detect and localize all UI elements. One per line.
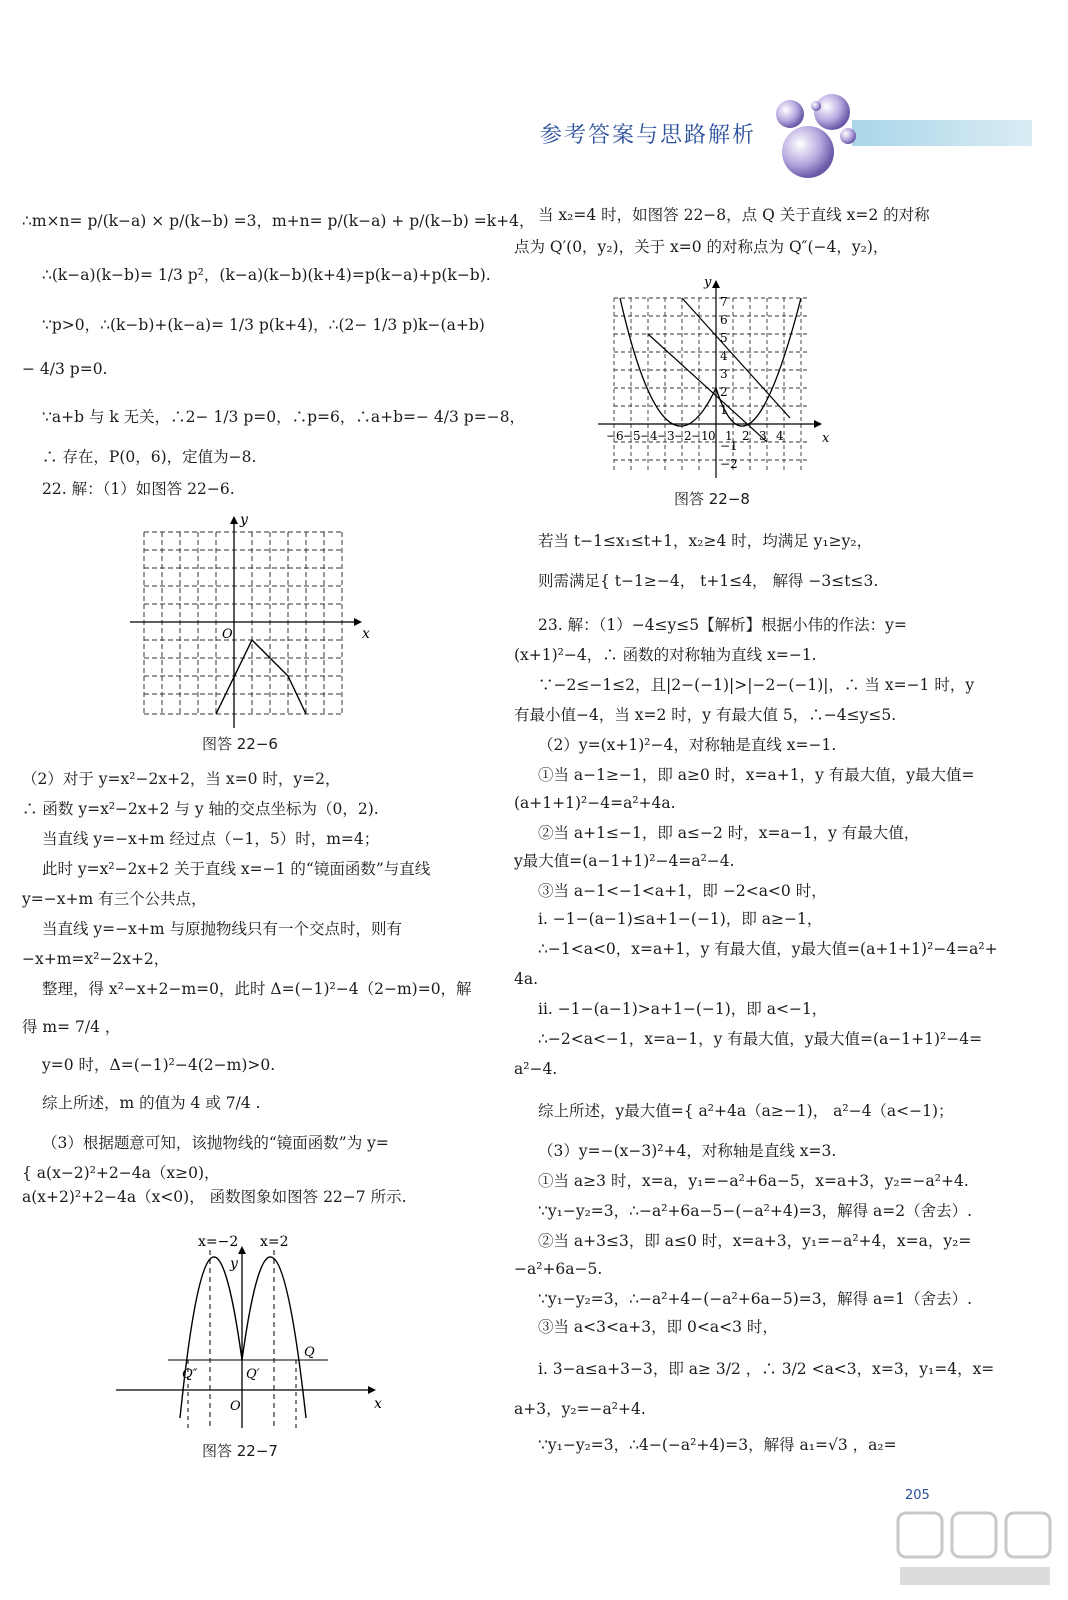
figure-caption: 图答 22−8 [674,490,750,508]
text-line: 23. 解：（1）−4≤y≤5【解析】根据小伟的作法：y= [538,616,907,634]
fig2-point-label: Q [304,1345,315,1360]
text-line: ∵p>0，∴(k−b)+(k−a)= 1/3 p(k+4)，∴(2− 1/3 p)k−(a+b) [42,316,485,334]
text-line: ∵−2≤−1≤2，且|2−(−1)|>|−2−(−1)|，∴ 当 x=−1 时，y [538,676,975,694]
text-line: （3）y=−(x−3)²+4，对称轴是直线 x=3. [538,1142,837,1160]
text-line: 则需满足{ t−1≥−4， t+1≤4， 解得 −3≤t≤3. [538,572,879,590]
fig3-x-tick-label: 4 [776,429,784,443]
fig3-y-label: y [704,275,712,290]
text-line: ∵y₁−y₂=3，∴4−(−a²+4)=3，解得 a₁=√3 ，a₂= [538,1436,897,1454]
fig3-x-tick-label: −5 [623,429,641,443]
fig3-x-label: x [822,431,830,446]
fig2-origin-label: O [230,1399,241,1414]
text-line: a²−4. [514,1060,558,1078]
fig3-y-tick-label: 3 [720,367,728,381]
text-line: ∵y₁−y₂=3，∴−a²+6a−5−(−a²+4)=3，解得 a=2（舍去）. [538,1202,973,1220]
fig3-y-tick-label: 1 [720,403,728,417]
text-line: ∵y₁−y₂=3，∴−a²+4−(−a²+6a−5)=3，解得 a=1（舍去）. [538,1290,973,1308]
figure-caption: 图答 22−7 [202,1442,278,1460]
watermark-logo [890,1505,1060,1593]
text-line: ∴(k−a)(k−b)= 1/3 p²，(k−a)(k−b)(k+4)=p(k−a)+p(k−b). [42,266,491,284]
fig1-origin-label: O [222,627,233,642]
text-line: (x+1)²−4，∴ 函数的对称轴为直线 x=−1. [514,646,817,664]
text-line: ∴m×n= p/(k−a) × p/(k−b) =3，m+n= p/(k−a) + p/(k−b) =k+4， [22,212,535,230]
fig3-x-tick-label: 2 [742,429,750,443]
figure-caption: 图答 22−6 [202,735,278,753]
fig3-x-tick-label: 1 [725,429,733,443]
text-line: − 4/3 p=0. [22,360,108,378]
text-line: （2）对于 y=x²−2x+2，当 x=0 时，y=2， [22,770,341,788]
fig2-line-label: x=−2 [198,1234,239,1250]
text-line: ∴ 函数 y=x²−2x+2 与 y 轴的交点坐标为（0，2). [22,800,379,818]
text-line: 得 m= 7/4 ， [22,1018,121,1036]
fig3-y-tick-label: 7 [720,295,728,309]
text-line: 22. 解：（1）如图答 22−6. [42,480,235,498]
fig3-x-tick-label: −1 [691,429,709,443]
text-line: 综上所述，y最大值={ a²+4a（a≥−1)， a²−4（a<−1)； [538,1102,954,1120]
text-line: （3）根据题意可知，该抛物线的“镜面函数”为 y= [42,1134,389,1152]
text-line: 4a. [514,970,539,988]
fig3-y-tick-label: 4 [720,349,728,363]
text-line: ⅰ. 3−a≤a+3−3，即 a≥ 3/2 ，∴ 3/2 <a<3，x=3，y₁=4，x= [538,1360,995,1378]
text-line: 综上所述，m 的值为 4 或 7/4 . [42,1094,261,1112]
text-line: ①当 a−1≥−1，即 a≥0 时，x=a+1，y 有最大值，y最大值= [538,766,975,784]
fig2-line-label: x=2 [260,1234,289,1250]
text-line: ∴−2<a<−1，x=a−1，y 有最大值，y最大值=(a−1+1)²−4= [538,1030,983,1048]
fig3-y-tick-label: 6 [720,313,728,327]
text-line: ∴ 存在，P(0，6)，定值为−8. [42,448,257,466]
fig1-y-label: y [240,512,248,528]
fig2-x-label: x [374,1396,382,1412]
text-line: ②当 a+3≤3，即 a≤0 时，x=a+3，y₁=−a²+4，x=a，y₂= [538,1232,972,1250]
fig1-x-label: x [362,626,370,642]
fig2-point-label: Q″ [182,1367,198,1382]
fig2-y-label: y [230,1256,238,1272]
text-line: 整理，得 x²−x+2−m=0，此时 Δ=(−1)²−4（2−m)=0，解 [42,980,472,998]
fig2-point-label: Q′ [246,1367,260,1382]
text-line: 此时 y=x²−2x+2 关于直线 x=−1 的“镜面函数”与直线 [42,860,431,878]
page-header-title: 参考答案与思路解析 [540,123,757,148]
text-line: 当直线 y=−x+m 经过点（−1，5）时，m=4； [42,830,380,848]
text-line: （2）y=(x+1)²−4，对称轴是直线 x=−1. [538,736,837,754]
fig3-x-tick-label: −4 [640,429,658,443]
text-line: 有最小值−4，当 x=2 时，y 有最大值 5，∴−4≤y≤5. [514,706,897,724]
text-line: 若当 t−1≤x₁≤t+1，x₂≥4 时，均满足 y₁≥y₂， [538,532,873,550]
text-line: ③当 a−1<−1<a+1，即 −2<a<0 时， [538,882,827,900]
text-line: ∴−1<a<0，x=a+1，y 有最大值，y最大值=(a+1+1)²−4=a²+ [538,940,998,958]
fig3-x-tick-label: 0 [708,429,716,443]
text-line: y=−x+m 有三个公共点， [22,890,207,908]
text-line: ②当 a+1≤−1，即 a≤−2 时，x=a−1，y 有最大值， [538,824,920,842]
text-line: y=0 时，Δ=(−1)²−4(2−m)>0. [42,1056,276,1074]
text-line: y最大值=(a−1+1)²−4=a²−4. [514,852,735,870]
text-line: −a²+6a−5. [514,1260,603,1278]
figure-22-6 [122,510,382,730]
text-line: ①当 a≥3 时，x=a，y₁=−a²+6a−5，x=a+3，y₂=−a²+4. [538,1172,969,1190]
text-line: ⅱ. −1−(a−1)>a+1−(−1)，即 a<−1， [538,1000,828,1018]
figure-22-8 [594,272,854,482]
text-line: { a(x−2)²+2−4a（x≥0)， [22,1164,220,1182]
text-line: −x+m=x²−2x+2， [22,950,170,968]
text-line: 当直线 y=−x+m 与原抛物线只有一个交点时，则有 [42,920,403,938]
fig3-y-tick-label: −1 [720,439,738,453]
text-line: a+3，y₂=−a²+4. [514,1400,646,1418]
text-line: ③当 a<3<a+3，即 0<a<3 时， [538,1318,778,1336]
fig3-y-tick-label: 5 [720,331,728,345]
fig3-x-tick-label: −2 [674,429,692,443]
text-line: 当 x₂=4 时，如图答 22−8，点 Q 关于直线 x=2 的对称 [538,206,930,224]
text-line: a(x+2)²+2−4a（x<0)， 函数图象如图答 22−7 所示. [22,1188,407,1206]
header-bubbles-decoration [760,92,1050,192]
fig3-x-tick-label: −3 [657,429,675,443]
fig3-x-tick-label: 3 [759,429,767,443]
text-line: ∵a+b 与 k 无关，∴2− 1/3 p=0，∴p=6，∴a+b=− 4/3 p=−8， [42,408,526,426]
page-number: 205 [905,1488,930,1503]
text-line: ⅰ. −1−(a−1)≤a+1−(−1)，即 a≥−1， [538,910,823,928]
fig3-x-tick-label: −6 [606,429,624,443]
text-line: 点为 Q′(0，y₂)，关于 x=0 的对称点为 Q″(−4，y₂)， [514,238,889,256]
fig3-y-tick-label: 2 [720,385,728,399]
text-line: (a+1+1)²−4=a²+4a. [514,794,676,812]
figure-22-7 [112,1228,392,1438]
fig3-y-tick-label: −2 [720,457,738,471]
